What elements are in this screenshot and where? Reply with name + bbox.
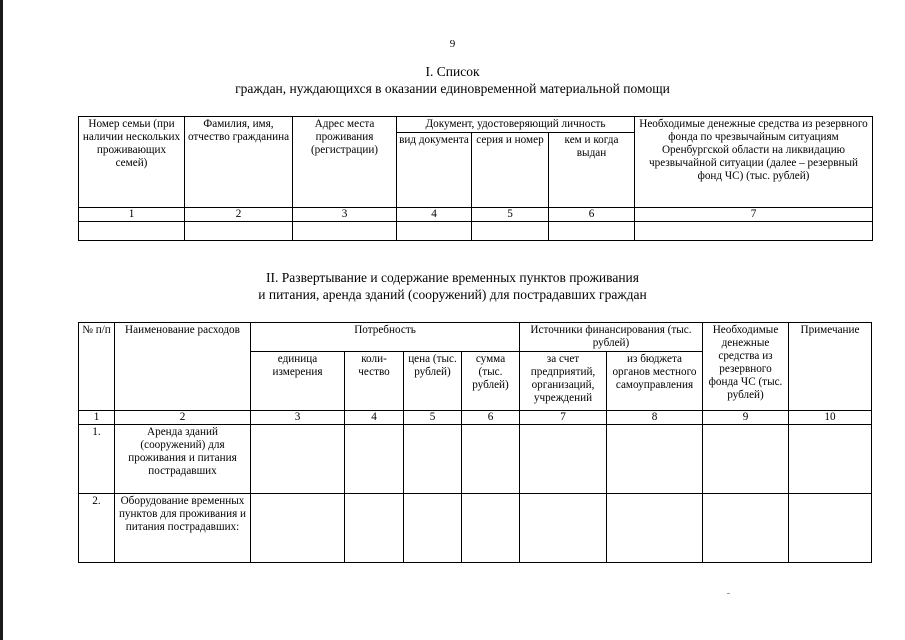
column-number: 6 xyxy=(549,208,635,222)
header-doc-issued: кем и когда выдан xyxy=(549,133,635,208)
empty-cell xyxy=(397,222,472,241)
column-number: 2 xyxy=(115,411,251,425)
column-number: 5 xyxy=(404,411,462,425)
header-expense-name: Наименование расходов xyxy=(115,323,251,411)
header-family-no: Номер семьи (при наличии нескольких проживающих семей) xyxy=(79,117,185,208)
empty-cell xyxy=(345,494,404,563)
column-number: 1 xyxy=(79,208,185,222)
row-number: 2. xyxy=(79,494,115,563)
section1-title-line2: граждан, нуждающихся в оказании единовременной материальной помощи xyxy=(235,81,670,96)
column-number: 8 xyxy=(607,411,703,425)
section2-title-line2: и питания, аренда зданий (сооружений) для пострадавших граждан xyxy=(258,287,647,302)
empty-cell xyxy=(185,222,293,241)
header-document: Документ, удостоверяющий личность xyxy=(397,117,635,133)
empty-cell xyxy=(251,494,345,563)
section2-title xyxy=(0,269,905,303)
page-number: 9 xyxy=(449,38,456,50)
column-number: 10 xyxy=(789,411,872,425)
header-need: Потребность xyxy=(251,323,520,352)
header-sources: Источники финансирования (тыс. рублей) xyxy=(520,323,703,352)
empty-cell xyxy=(404,494,462,563)
empty-cell xyxy=(345,425,404,494)
empty-cell xyxy=(703,494,789,563)
empty-cell xyxy=(607,425,703,494)
empty-cell xyxy=(293,222,397,241)
empty-cell xyxy=(520,494,607,563)
column-number: 5 xyxy=(472,208,549,222)
section2-title-line1: II. Развертывание и содержание временных пунктов проживания xyxy=(266,270,639,285)
table-row xyxy=(79,494,872,563)
column-number: 9 xyxy=(703,411,789,425)
column-number: 3 xyxy=(293,208,397,222)
row-number: 1. xyxy=(79,425,115,494)
empty-cell xyxy=(472,222,549,241)
empty-cell xyxy=(703,425,789,494)
header-local-budget: из бюджета органов местного самоуправления xyxy=(607,352,703,411)
table-row xyxy=(79,222,873,241)
header-doc-type: вид документа xyxy=(397,133,472,208)
column-number: 6 xyxy=(462,411,520,425)
empty-cell xyxy=(79,222,185,241)
column-number: 1 xyxy=(79,411,115,425)
empty-cell xyxy=(549,222,635,241)
row-expense-name: Оборудование временных пунктов для проживания и питания пострадавших: xyxy=(115,494,251,563)
section1-title-line1: I. Список xyxy=(425,64,480,79)
header-funds: Необходимые денежные средства из резервного фонда по чрезвычайным ситуациям Оренбургской области на ликвидацию чрезвычайной ситуации (далее – резервный фонд ЧС) (тыс. рублей) xyxy=(635,117,873,208)
empty-cell xyxy=(789,494,872,563)
empty-cell xyxy=(520,425,607,494)
header-note: Примечание xyxy=(789,323,872,411)
empty-cell xyxy=(251,425,345,494)
header-doc-series: серия и номер xyxy=(472,133,549,208)
scan-speck xyxy=(727,593,730,594)
temporary-housing-table xyxy=(78,322,872,563)
empty-cell xyxy=(404,425,462,494)
header-enterprises: за счет предприятий, организаций, учреждений xyxy=(520,352,607,411)
column-number: 2 xyxy=(185,208,293,222)
empty-cell xyxy=(462,425,520,494)
header-full-name: Фамилия, имя, отчество гражданина xyxy=(185,117,293,208)
header-no: № п/п xyxy=(79,323,115,411)
header-quantity: коли-чество xyxy=(345,352,404,411)
column-number-row xyxy=(79,208,873,222)
empty-cell xyxy=(635,222,873,241)
header-reserve-funds: Необходимые денежные средства из резервного фонда ЧС (тыс. рублей) xyxy=(703,323,789,411)
empty-cell xyxy=(789,425,872,494)
header-unit: единица измерения xyxy=(251,352,345,411)
citizens-list-table xyxy=(78,116,873,241)
header-price: цена (тыс. рублей) xyxy=(404,352,462,411)
column-number-row xyxy=(79,411,872,425)
column-number: 4 xyxy=(397,208,472,222)
header-sum: сумма (тыс. рублей) xyxy=(462,352,520,411)
column-number: 3 xyxy=(251,411,345,425)
empty-cell xyxy=(607,494,703,563)
table-row xyxy=(79,425,872,494)
section1-title xyxy=(0,63,905,97)
column-number: 7 xyxy=(635,208,873,222)
header-address: Адрес места проживания (регистрации) xyxy=(293,117,397,208)
table-header-row xyxy=(79,323,872,352)
table-header-row xyxy=(79,117,873,133)
column-number: 7 xyxy=(520,411,607,425)
row-expense-name: Аренда зданий (сооружений) для проживания и питания пострадавших xyxy=(115,425,251,494)
empty-cell xyxy=(462,494,520,563)
column-number: 4 xyxy=(345,411,404,425)
